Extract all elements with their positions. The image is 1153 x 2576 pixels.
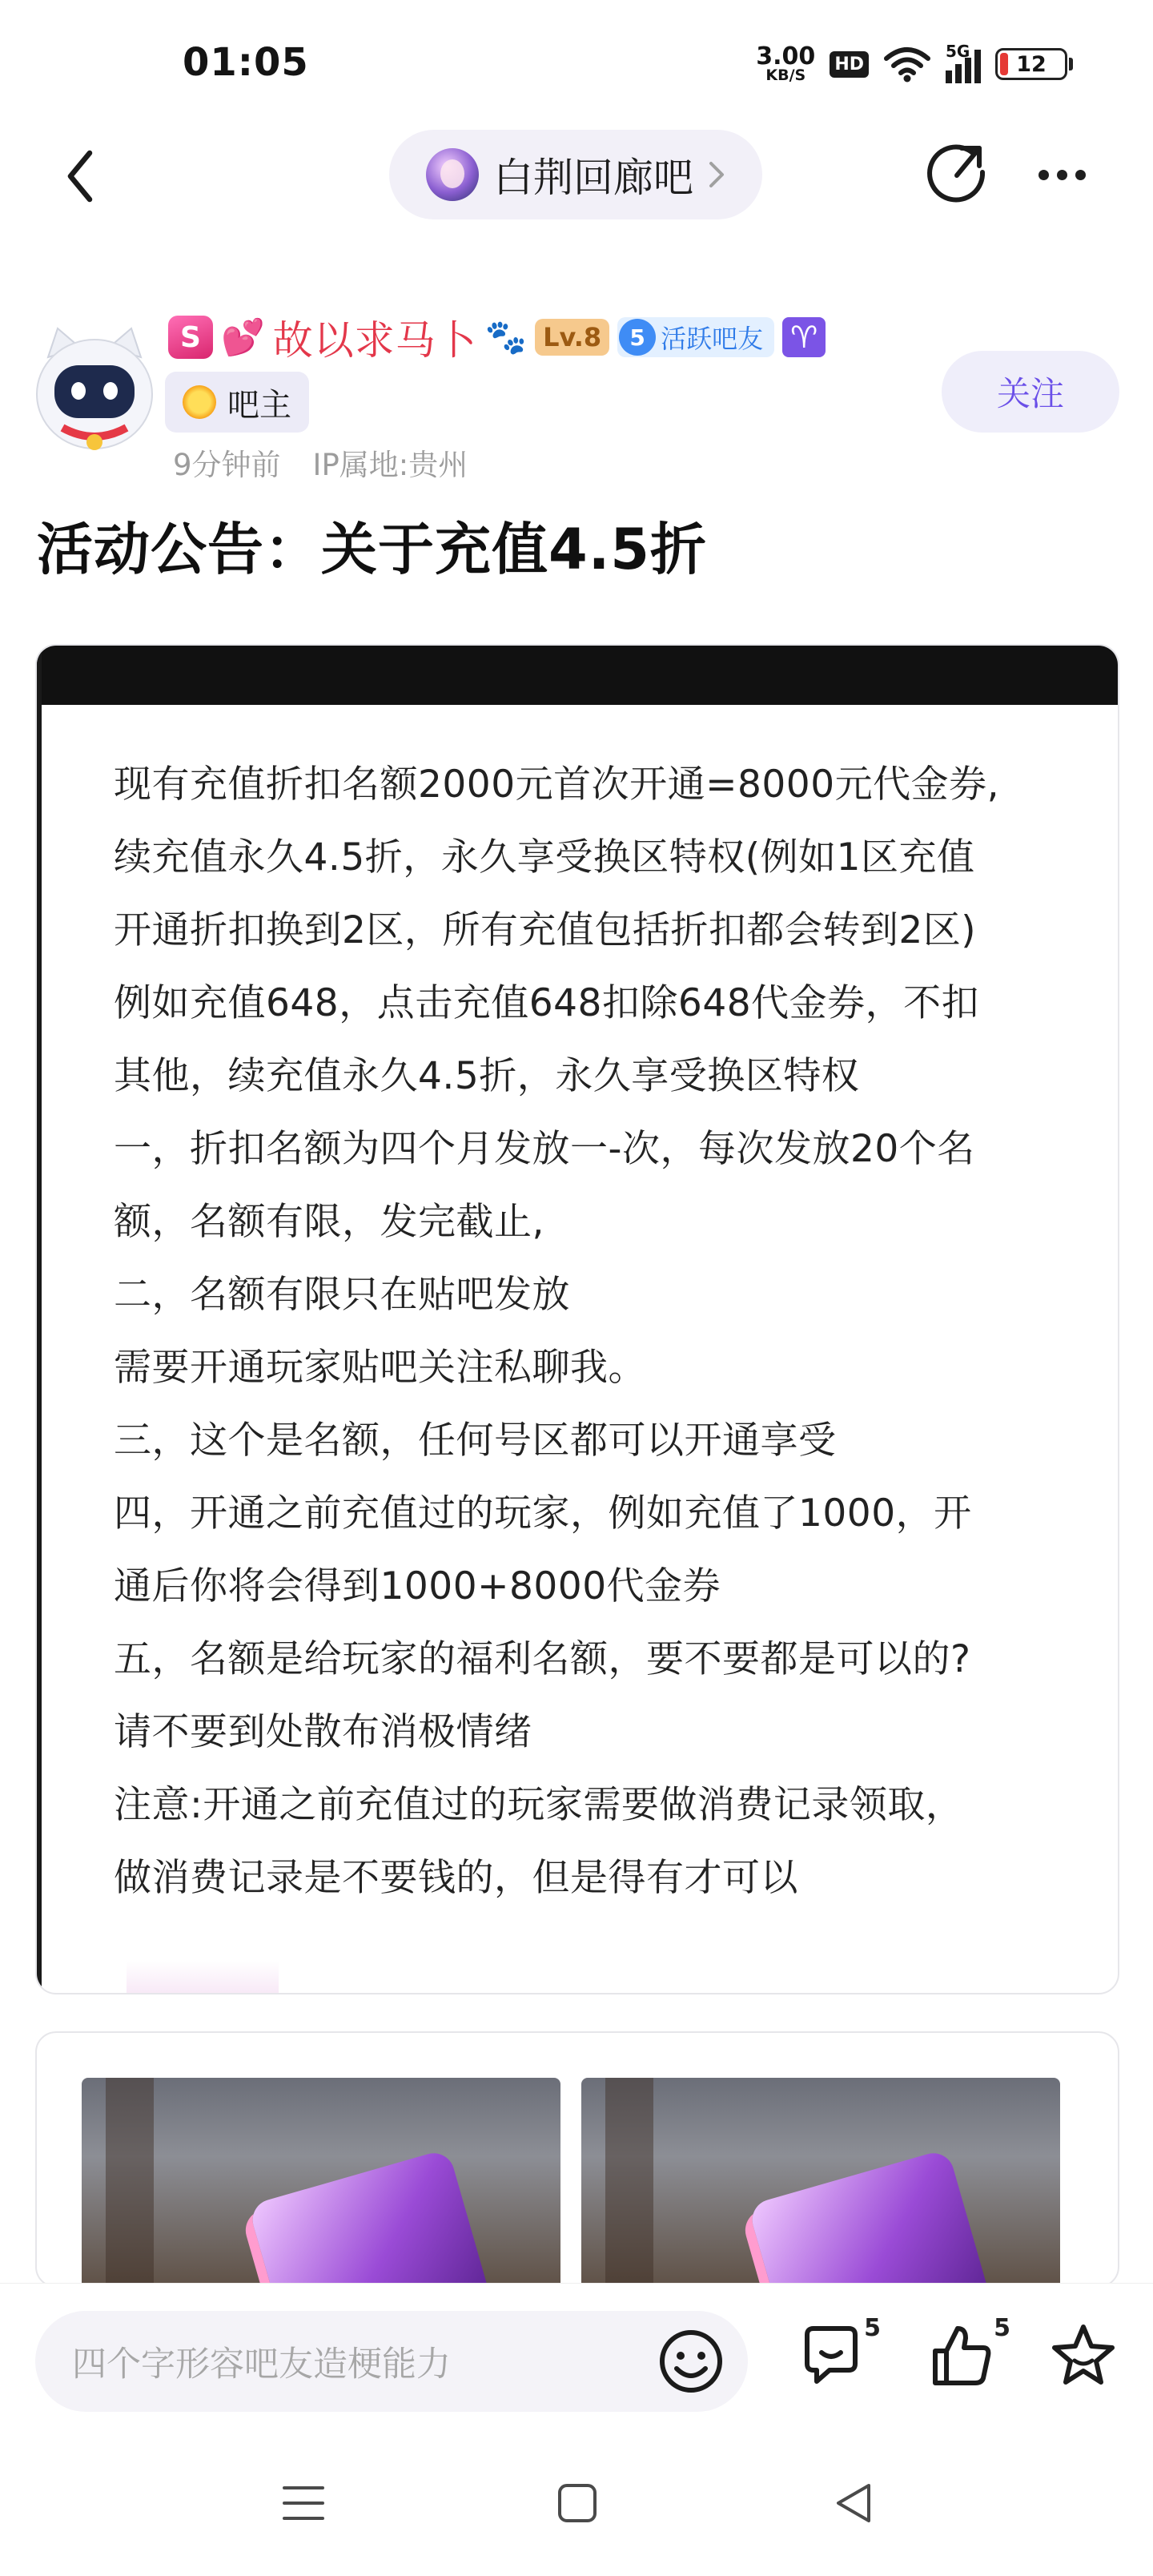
comment-button[interactable] [797,2314,881,2401]
more-icon [1039,170,1049,180]
menu-icon [281,2483,326,2523]
like-count: 5 [994,2314,1010,2342]
post-image-1[interactable] [82,2078,560,2288]
share-button[interactable] [921,138,994,211]
author-name[interactable]: 故以求马卜 [272,317,477,364]
image-grid [35,2031,1119,2288]
sun-icon [183,385,216,419]
notice-line: 额，名额有限，发完截止, [114,1200,544,1244]
notice-line: 二，名额有限只在贴吧发放 [114,1273,570,1317]
notice-line: 其他，续充值永久4.5折，永久享受换区特权 [114,1054,860,1098]
home-icon [556,2482,598,2524]
comment-icon [797,2320,866,2389]
more-button[interactable] [1025,138,1099,211]
battery-level: 12 [1016,51,1047,77]
active-level: 5 [619,319,656,356]
post-image-2[interactable] [581,2078,1060,2288]
menu-button[interactable] [275,2475,331,2531]
notice-line: 续充值永久4.5折，永久享受换区特权(例如1区充值 [114,835,975,879]
notice-line: 一，折扣名额为四个月发放一-次，每次发放20个名 [114,1127,975,1171]
chevron-right-icon [708,159,725,191]
emoji-icon[interactable] [657,2327,725,2396]
active-label: 活跃吧友 [661,324,764,354]
system-back-button[interactable] [825,2475,881,2531]
aries-icon: ♈ [782,317,826,357]
owner-label: 吧主 [227,386,291,424]
notice-line: 做消费记录是不要钱的，但是得有才可以 [114,1856,798,1900]
notice-line: 通后你将会得到1000+8000代金券 [114,1564,721,1608]
home-button[interactable] [549,2475,605,2531]
post-author [0,304,1153,497]
wifi-icon [883,46,931,83]
notice-line: 注意:开通之前充值过的玩家需要做消费记录领取， [114,1783,964,1827]
forum-pill[interactable] [389,130,762,219]
back-button[interactable] [48,144,112,208]
post-meta [173,441,468,484]
notice-image[interactable] [35,644,1119,1994]
net-speed-value: 3.00 [756,42,816,70]
forum-name: 白荆回廊吧 [493,155,693,201]
system-nav-bar [0,2427,1153,2576]
like-button[interactable] [927,2314,1010,2401]
triangle-back-icon [832,2481,874,2526]
favorite-button[interactable] [1049,2320,1129,2401]
level-badge: Lv.8 [535,319,609,356]
post-title: 活动公告：关于充值4.5折 [37,517,708,582]
active-badge [617,317,774,357]
follow-button[interactable]: 关注 [942,351,1119,433]
post-time: 9分钟前 [173,448,281,482]
status-bar [0,0,1153,128]
status-icons [756,40,1073,88]
avatar[interactable] [30,325,159,463]
paw-icon: 🐾 [484,317,528,356]
ip-location: IP属地:贵州 [312,448,468,482]
notice-line: 请不要到处散布消极情绪 [114,1710,532,1754]
nav-bar [0,128,1153,224]
vip-icon: S [168,316,213,359]
bottom-action-bar [0,2283,1153,2427]
heart-icon: 💕 [221,317,265,358]
battery-icon [995,48,1073,80]
status-time: 01:05 [183,40,309,85]
back-icon [64,148,96,204]
owner-badge [165,372,309,433]
notice-line: 四，开通之前充值过的玩家，例如充值了1000，开 [114,1491,972,1536]
comment-input[interactable]: 四个字形容吧友造梗能力 [35,2311,748,2412]
author-badges [168,311,826,364]
hd-icon: HD [830,51,869,78]
notice-line: 开通折扣换到2区，所有充值包括折扣都会转到2区) [114,908,977,952]
thumbs-up-icon [927,2320,996,2389]
comment-count: 5 [864,2314,881,2342]
forum-avatar [426,148,479,201]
net-speed [756,42,816,85]
star-icon [1049,2320,1118,2389]
net-speed-unit: KB/S [765,66,806,85]
notice-line: 需要开通玩家贴吧关注私聊我。 [114,1346,646,1390]
notice-line: 例如充值648，点击充值648扣除648代金券，不扣 [114,981,980,1025]
notice-line: 三，这个是名额，任何号区都可以开通享受 [114,1419,837,1463]
signal-icon [946,42,981,83]
notice-line: 现有充值折扣名额2000元首次开通=8000元代金券, [114,763,1000,807]
notice-text [114,748,1070,1914]
share-icon [926,143,989,206]
signal-label: 5G [946,42,970,61]
notice-line: 五，名额是给玩家的福利名额，要不要都是可以的? [114,1637,971,1681]
